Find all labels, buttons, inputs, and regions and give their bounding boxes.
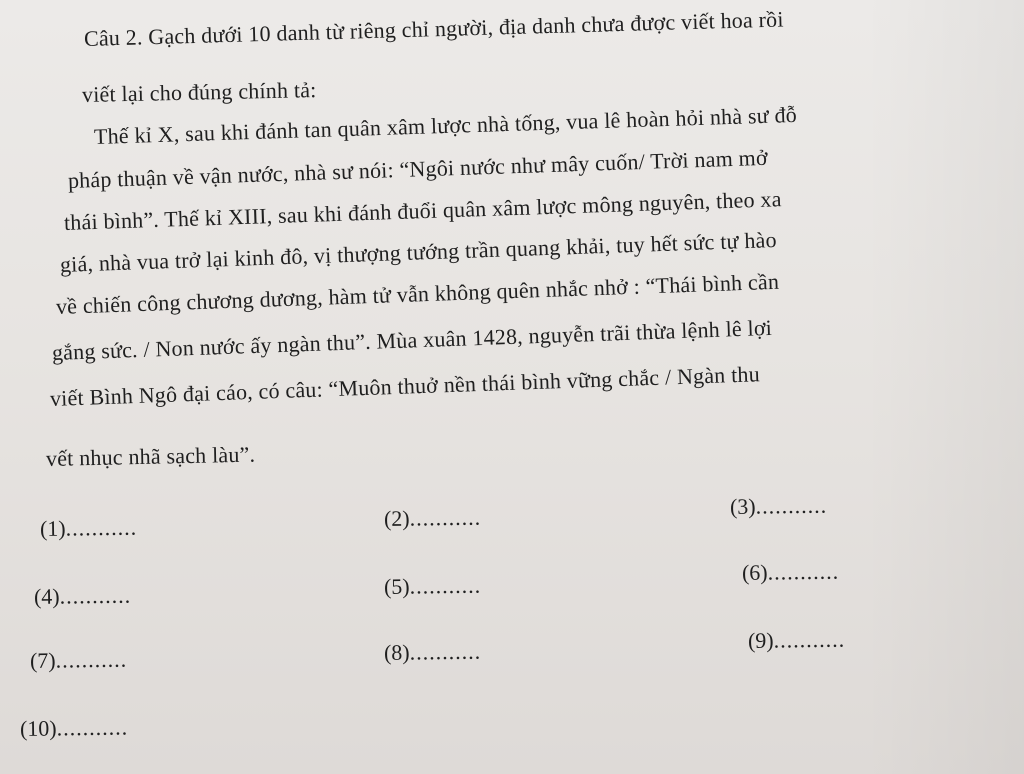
passage-line-7: viết Bình Ngô đại cáo, có câu: “Muôn thuở nền thái bình vững chắc / Ngàn thu: [49, 361, 761, 411]
answer-slot-1: [40, 515, 138, 542]
answer-label-3: (3): [729, 493, 756, 519]
passage-line-3: thái bình”. Thế kỉ XIII, sau khi đánh đuổi quân xâm lược mông nguyên, theo xa: [63, 186, 782, 235]
answer-blank-1: ...........: [65, 514, 138, 541]
answer-label-2: (2): [383, 505, 410, 531]
answer-slot-6: [742, 559, 840, 586]
page-shadow: [864, 0, 1024, 774]
passage-line-8: vết nhục nhã sạch làu”.: [45, 441, 256, 471]
passage-line-1: Thế kỉ X, sau khi đánh tan quân xâm lược nhà tống, vua lê hoàn hỏi nhà sư đỗ: [93, 101, 798, 149]
answer-label-7: (7): [29, 647, 56, 673]
answer-label-1: (1): [39, 515, 66, 541]
answer-blank-8: ...........: [409, 638, 482, 665]
answer-slot-5: [384, 573, 482, 600]
answer-label-9: (9): [747, 627, 774, 653]
answer-label-4: (4): [33, 583, 60, 609]
answer-blank-3: ...........: [755, 492, 828, 519]
answer-blank-10: ...........: [56, 714, 129, 741]
answer-blank-4: ...........: [59, 582, 132, 609]
answer-slot-9: [748, 627, 846, 654]
answer-slot-2: [384, 505, 482, 532]
question-title-line-1: Câu 2. Gạch dưới 10 danh từ riêng chỉ người, địa danh chưa được viết hoa rồi: [83, 6, 784, 51]
passage-line-5: về chiến công chương dương, hàm tử vẫn không quên nhắc nhở : “Thái bình cần: [55, 268, 780, 319]
answer-slot-7: [30, 647, 128, 674]
passage-line-6: gắng sức. / Non nước ấy ngàn thu”. Mùa xuân 1428, nguyễn trãi thừa lệnh lê lợi: [51, 314, 773, 365]
answer-slot-8: [384, 639, 482, 666]
answer-label-5: (5): [383, 573, 410, 599]
answer-blank-9: ...........: [773, 626, 846, 653]
answer-label-8: (8): [383, 639, 410, 665]
answer-blank-6: ...........: [767, 558, 840, 585]
answer-blank-2: ...........: [409, 504, 482, 531]
passage-line-4: giá, nhà vua trở lại kinh đô, vị thượng tướng trần quang khải, tuy hết sức tự hào: [59, 226, 778, 277]
question-title-line-2: viết lại cho đúng chính tả:: [81, 77, 317, 107]
passage-line-2: pháp thuận về vận nước, nhà sư nói: “Ngôi nước như mây cuốn/ Trời nam mở: [67, 144, 769, 193]
answer-blank-5: ...........: [409, 572, 482, 599]
answer-slot-3: [730, 493, 828, 520]
answer-slot-10: [20, 714, 129, 742]
answer-label-10: (10): [19, 715, 57, 741]
answer-slot-4: [34, 583, 132, 610]
answer-label-6: (6): [741, 559, 768, 585]
answer-blank-7: ...........: [55, 646, 128, 673]
